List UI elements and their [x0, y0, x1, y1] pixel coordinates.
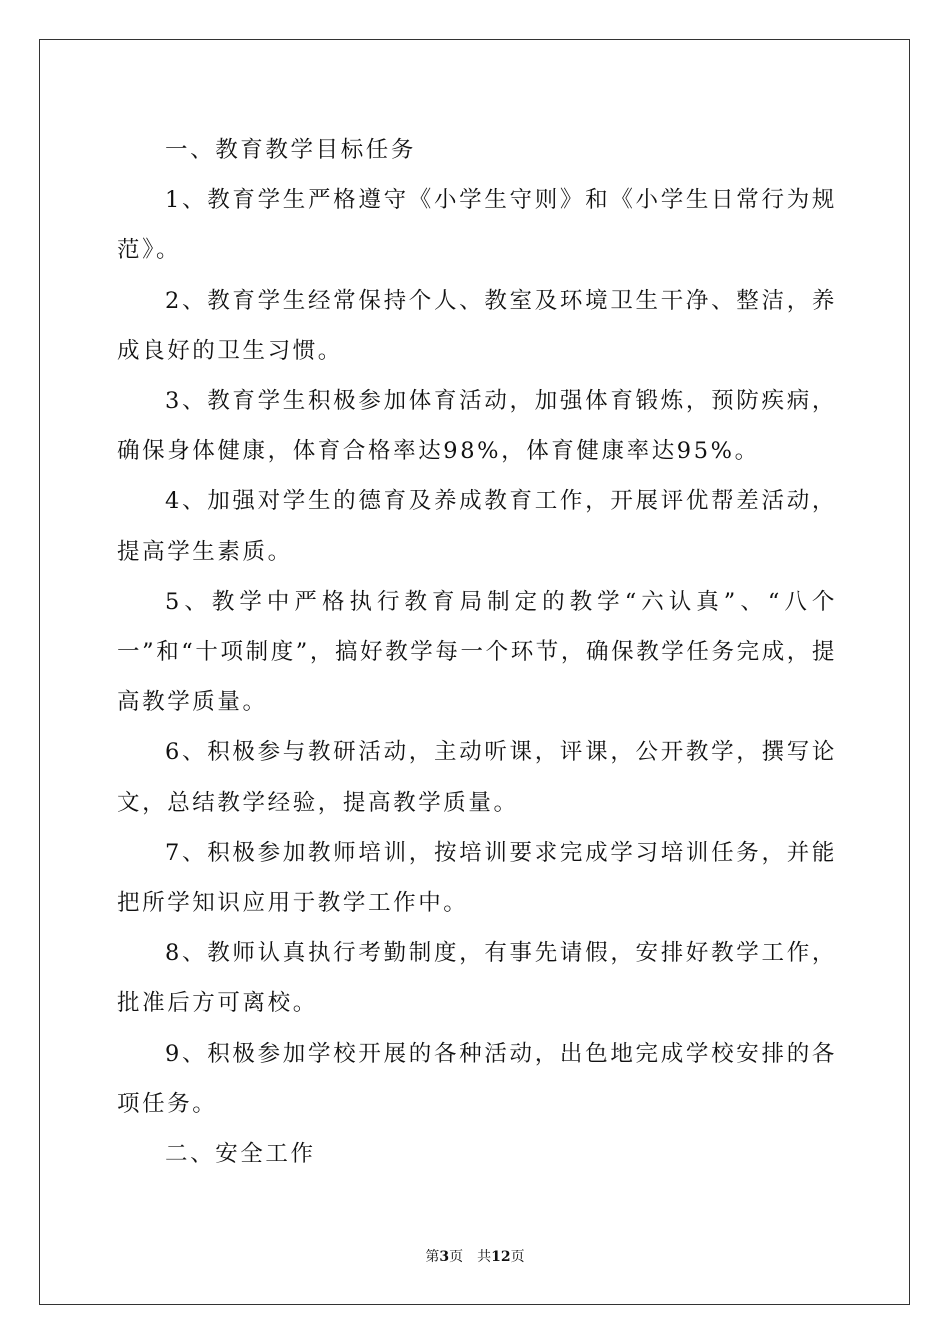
list-item-3: 3、教育学生积极参加体育活动，加强体育锻炼，预防疾病，确保身体健康，体育合格率达98%，体育健康率达95%。	[117, 388, 837, 465]
total-suffix: 页	[510, 1249, 525, 1265]
total-prefix: 共	[477, 1249, 492, 1265]
page-footer	[0, 1248, 950, 1266]
list-item-1: 1、教育学生严格遵守《小学生守则》和《小学生日常行为规范》。	[117, 187, 837, 264]
list-item-4: 4、加强对学生的德育及养成教育工作，开展评优帮差活动，提高学生素质。	[117, 488, 837, 565]
page-suffix: 页	[449, 1249, 464, 1265]
section-heading-safety: 二、安全工作	[165, 1141, 316, 1168]
page-number: 3	[439, 1249, 450, 1265]
document-body	[117, 125, 837, 1179]
list-item-2: 2、教育学生经常保持个人、教室及环境卫生干净、整洁，养成良好的卫生习惯。	[117, 287, 837, 364]
list-item-8: 8、教师认真执行考勤制度，有事先请假，安排好教学工作，批准后方可离校。	[117, 940, 837, 1017]
section-heading-teaching-goals: 一、教育教学目标任务	[165, 137, 417, 163]
list-item-5: 5、教学中严格执行教育局制定的教学“六认真”、“八个一”和“十项制度”，搞好教学每一个环节，确保教学任务完成，提高教学质量。	[117, 588, 838, 716]
list-item-9: 9、积极参加学校开展的各种活动，出色地完成学校安排的各项任务。	[117, 1040, 837, 1117]
list-item-7: 7、积极参加教师培训，按培训要求完成学习培训任务，并能把所学知识应用于教学工作中。	[117, 839, 837, 917]
total-pages: 12	[491, 1249, 511, 1265]
page-prefix: 第	[425, 1249, 440, 1265]
list-item-6: 6、积极参与教研活动，主动听课，评课，公开教学，撰写论文，总结教学经验，提高教学质量。	[117, 739, 837, 816]
